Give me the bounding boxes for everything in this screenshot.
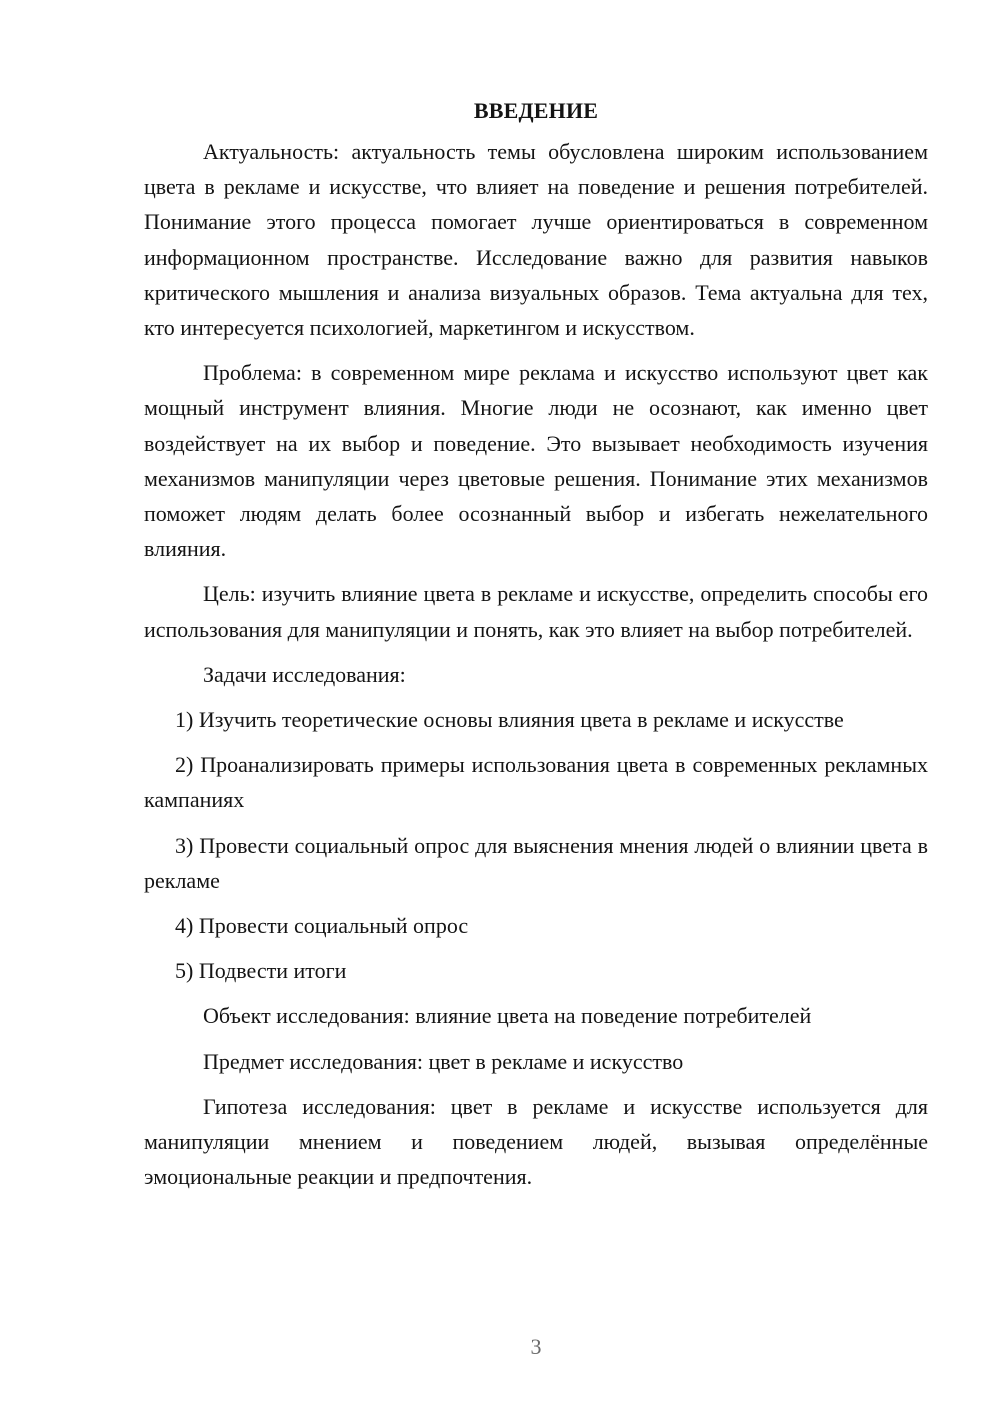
paragraph-actuality: Актуальность: актуальность темы обусловлена широким использованием цвета в рекламе и искусстве, что влияет на поведение и решения потребителей. Понимание этого процесса помогает лучше ориентироваться в современном информационном пространстве. Исследование важно для развития навыков критического мышления и анализа визуальных образов. Тема актуальна для тех, кто интересуется психологией, маркетингом и искусством. — [144, 139, 928, 341]
paragraph-goal: Цель: изучить влияние цвета в рекламе и искусстве, определить способы его использования для манипуляции и понять, как это влияет на выбор потребителей. — [144, 581, 928, 642]
tasks-heading: Задачи исследования: — [203, 661, 406, 687]
page-number: 3 — [530, 1334, 542, 1359]
paragraph-hypothesis: Гипотеза исследования: цвет в рекламе и искусстве используется для манипуляции мнением и поведением людей, вызывая определённые эмоциональные реакции и предпочтения. — [144, 1093, 928, 1190]
tasks-list — [144, 702, 928, 988]
section-title: ВВЕДЕНИЕ — [473, 98, 599, 123]
page-content — [144, 94, 928, 1194]
paragraph-object: Объект исследования: влияние цвета на поведение потребителей — [203, 1003, 812, 1029]
task-item: 1) Изучить теоретические основы влияния цвета в рекламе и искусстве — [175, 707, 844, 733]
task-item: 4) Провести социальный опрос — [175, 913, 469, 939]
paragraph-problem: Проблема: в современном мире реклама и искусство используют цвет как мощный инструмент влияния. Многие люди не осознают, как именно цвет воздействует на их выбор и поведение. Это вызывает необходимость изучения механизмов манипуляции через цветовые решения. Понимание этих механизмов поможет людям делать более осознанный выбор и избегать нежелательного влияния. — [144, 360, 928, 562]
task-item: 2) Проанализировать примеры использования цвета в современных рекламных кампаниях — [144, 752, 928, 813]
task-item: 5) Подвести итоги — [175, 958, 347, 984]
paragraph-subject: Предмет исследования: цвет в рекламе и искусство — [203, 1048, 684, 1074]
task-item: 3) Провести социальный опрос для выяснения мнения людей о влиянии цвета в рекламе — [144, 832, 928, 893]
